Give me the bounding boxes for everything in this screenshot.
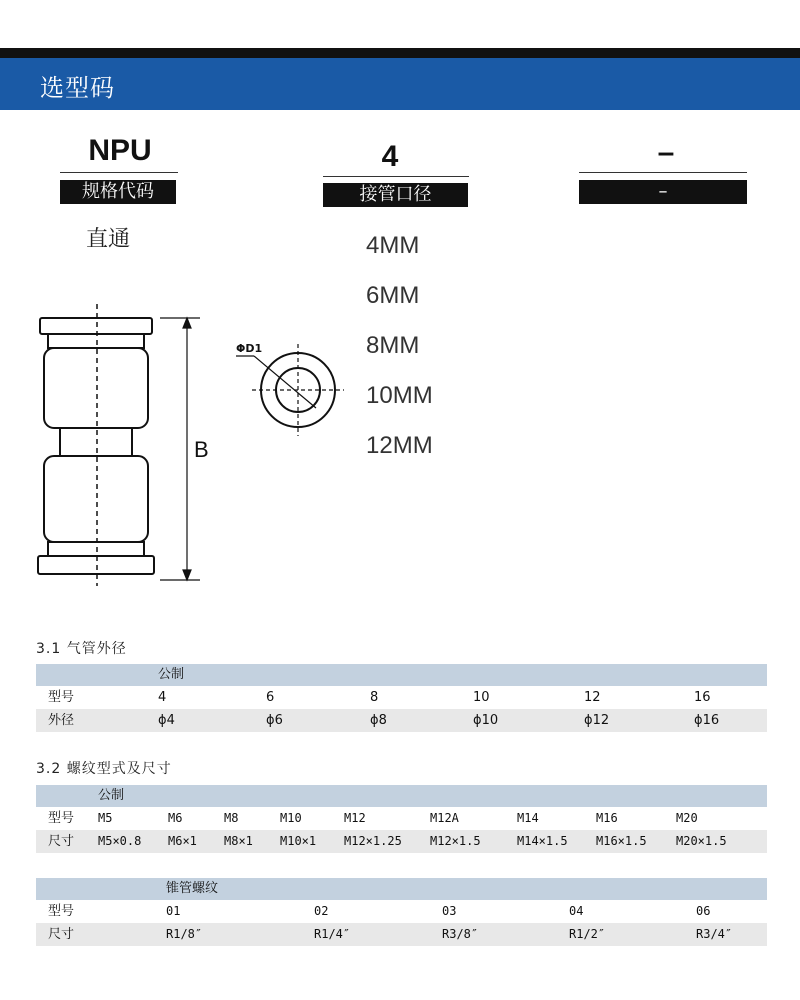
table-cell: M16 [596,811,618,825]
table-cell: M10×1 [280,834,317,848]
type-straight: 直通 [86,227,131,252]
code-npu: NPU [88,134,152,167]
table-row [36,709,767,732]
fitting-section-diagram [232,338,352,438]
table-cell: M20×1.5 [676,834,727,848]
table-cell: 04 [569,904,584,918]
table-cell: M20 [676,811,698,825]
code-label-port: 接管口径 [323,183,468,207]
size-option: 4MM [366,232,420,259]
table-cell: 16 [694,690,711,705]
header-bar [0,48,800,110]
table-cell: 10 [473,690,490,705]
size-option: 6MM [366,282,420,309]
table-cell: R3/4″ [696,927,733,941]
table-cell: ϕ10 [473,713,499,728]
code-underline-3 [579,172,747,173]
table-cell: 03 [442,904,457,918]
header-top-stripe [0,48,800,58]
taper-thread-table [36,878,767,946]
dimension-b-label: B [194,437,209,462]
table-cell: M12×1.25 [344,834,402,848]
tube-od-table [36,664,767,732]
row-label: 外径 [48,713,75,728]
table-header [36,785,767,807]
table-cell: M5 [98,811,113,825]
section-3-1-title: 3.1 气管外径 [36,641,127,657]
table-cell: ϕ6 [266,713,283,728]
table-cell: 12 [584,690,601,705]
code-label-dash: – [579,180,747,204]
table-cell: M5×0.8 [98,834,142,848]
code-underline-2 [323,176,469,177]
table-row [36,686,767,709]
diameter-label: ΦD1 [236,342,263,355]
table-cell: M10 [280,811,302,825]
table-cell: M6×1 [168,834,197,848]
metric-thread-table [36,785,767,853]
row-label: 尺寸 [48,834,75,849]
table-header-label: 公制 [158,667,185,682]
size-option: 10MM [366,382,433,409]
page-title: 选型码 [40,74,115,102]
table-cell: ϕ8 [370,713,387,728]
table-cell: M16×1.5 [596,834,647,848]
table-row [36,923,767,946]
table-cell: R1/4″ [314,927,351,941]
table-cell: M8 [224,811,239,825]
table-cell: M14×1.5 [517,834,568,848]
table-cell: 02 [314,904,329,918]
table-row [36,807,767,830]
row-label: 型号 [48,811,75,826]
table-cell: ϕ12 [584,713,610,728]
table-cell: R1/8″ [166,927,203,941]
table-cell: M12×1.5 [430,834,481,848]
table-cell: M8×1 [224,834,253,848]
header-blue-band [0,58,800,110]
table-cell: R1/2″ [569,927,606,941]
table-row [36,830,767,853]
fitting-side-diagram [20,290,220,590]
table-cell: R3/8″ [442,927,479,941]
code-underline-1 [60,172,178,173]
table-cell: 8 [370,690,379,705]
section-3-2-title: 3.2 螺纹型式及尺寸 [36,761,172,777]
code-4: 4 [381,140,399,173]
table-cell: 01 [166,904,181,918]
table-cell: 06 [696,904,711,918]
row-label: 型号 [48,904,75,919]
table-cell: M6 [168,811,183,825]
table-cell: M12 [344,811,366,825]
size-option: 12MM [366,432,433,459]
table-cell: 6 [266,690,275,705]
code-label-spec: 规格代码 [60,180,176,204]
table-row [36,900,767,923]
table-header [36,878,767,900]
row-label: 尺寸 [48,927,75,942]
table-cell: ϕ4 [158,713,175,728]
table-header-label: 公制 [98,788,125,803]
table-cell: 4 [158,690,167,705]
row-label: 型号 [48,690,75,705]
table-cell: ϕ16 [694,713,720,728]
code-dash: – [657,136,675,169]
table-header-label: 锥管螺纹 [166,881,219,896]
size-option: 8MM [366,332,420,359]
table-cell: M14 [517,811,539,825]
table-cell: M12A [430,811,459,825]
table-header [36,664,767,686]
